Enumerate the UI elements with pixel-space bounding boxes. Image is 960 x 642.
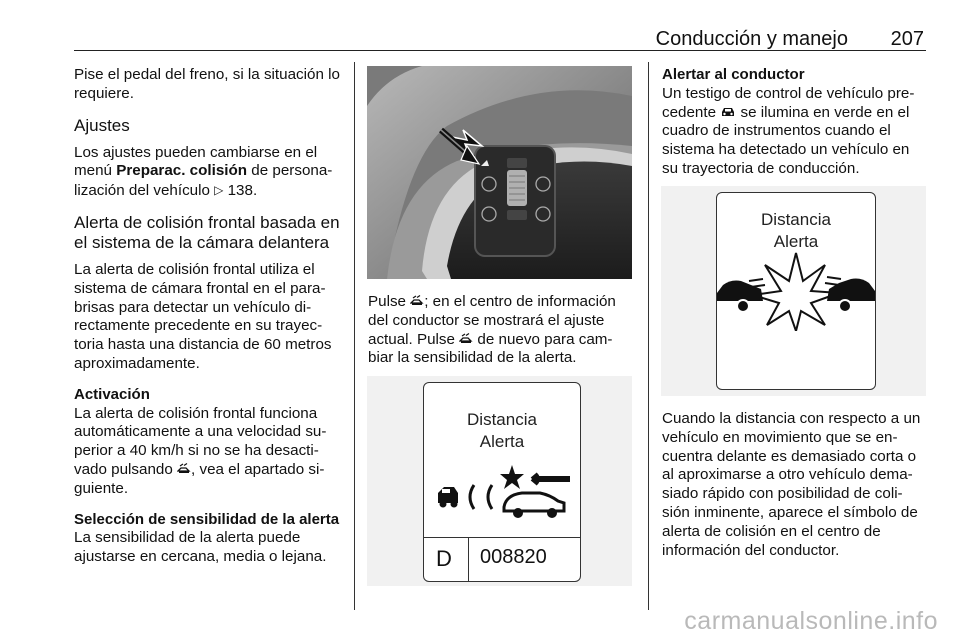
column-2-text	[368, 293, 634, 368]
ajustes-text-2: de persona-lización del vehículo	[74, 162, 333, 200]
pulse-text-1: Pulse	[368, 293, 411, 310]
alertar-heading: Alertar al conductor	[662, 66, 805, 83]
code-separator	[468, 538, 469, 581]
display-1-panel	[423, 382, 581, 582]
collision-alert-button-icon	[459, 333, 473, 345]
right-car-icon	[825, 277, 875, 312]
section-paragraph: La alerta de colisión frontal utiliza el sistema de cámara frontal en el para-brisas para detectar un vehículo di-rectamente precedente en su trayec-toria hasta una distancia de 60 metros aproximadamente.	[74, 260, 332, 372]
impact-burst-icon	[753, 253, 839, 331]
display-2-title-line2: Alerta	[773, 232, 819, 251]
left-car-icon	[717, 279, 765, 312]
steering-wheel-illustration	[367, 66, 632, 279]
page-reference: 138.	[223, 182, 258, 200]
code-number: 008820	[480, 546, 547, 568]
column-1	[74, 66, 342, 567]
display-2-panel	[716, 192, 876, 390]
column-divider-2	[648, 62, 649, 610]
page-header	[0, 0, 960, 56]
watermark: carmanualsonline.info	[684, 607, 938, 635]
collision-alert-button-icon	[410, 295, 424, 307]
column-divider-1	[354, 62, 355, 610]
seleccion-heading: Selección de sensibilidad de la alerta	[74, 510, 340, 528]
section-heading: Alerta de colisión frontal basada en el sistema de la cámara delantera	[74, 212, 340, 252]
ajustes-heading: Ajustes	[74, 115, 130, 135]
menu-name: Preparac. colisión	[116, 162, 248, 180]
header-rule	[74, 50, 926, 51]
star-icon	[500, 465, 524, 489]
column-3	[662, 66, 926, 179]
code-bar	[424, 537, 580, 581]
column-3-lower	[662, 410, 926, 560]
cuando-paragraph: Cuando la distancia con respecto a un vehículo en movimiento que se en-cuentra delante es demasiado corta o al aproximarse a otro vehículo dema-siado rápido con posibilidad de coli-sión inminente, aparece el símbolo de alerta de colisión en el centro de información del conductor.	[662, 410, 921, 559]
collision-sensitivity-graphic	[432, 463, 572, 519]
display-2-title-line1: Distancia	[761, 210, 831, 229]
code-letter: D	[436, 546, 452, 571]
pulse-text-2: ; en el centro de información del conductor se mostrará el ajuste actual. Pulse	[368, 293, 616, 348]
alertar-text-1: Un testigo de control de vehículo pre-cedente	[662, 84, 915, 121]
intro-paragraph: Pise el pedal del freno, si la situación lo requiere.	[74, 66, 340, 102]
pulse-text-3: de nuevo para cam-biar la sensibilidad de la alerta.	[368, 330, 613, 367]
seleccion-paragraph: La sensibilidad de la alerta puede ajustarse en cercana, media o lejana.	[74, 529, 327, 566]
alertar-paragraph	[662, 85, 926, 179]
display-1-title-line2: Alerta	[479, 432, 525, 451]
header-title: Conducción y manejo	[655, 28, 848, 50]
ajustes-paragraph	[74, 144, 342, 201]
activacion-paragraph	[74, 405, 342, 499]
steering-wheel-photo	[367, 66, 632, 279]
activacion-text-2: , vea el apartado si-guiente.	[74, 460, 325, 497]
activacion-text-1: La alerta de colisión frontal funciona automáticamente a una velocidad su-perior a 40 km/h si no se ha desacti-vado pulsando	[74, 404, 327, 478]
own-car-icon	[438, 487, 458, 508]
activacion-heading: Activación	[74, 385, 150, 403]
pulse-paragraph	[368, 293, 634, 368]
vehicle-ahead-icon	[504, 493, 564, 518]
collision-alert-button-icon	[177, 463, 191, 475]
page-reference-icon: ▷	[214, 183, 224, 198]
display-1-title-line1: Distancia	[467, 410, 537, 429]
vehicle-ahead-icon	[720, 106, 736, 118]
alertar-text-2: se ilumina en verde en el cuadro de instrumentos cuando el sistema ha detectado un vehículo en su trayectoria de conducción.	[662, 103, 910, 177]
ajustes-text-1: Los ajustes pueden cambiarse en el menú	[74, 143, 318, 180]
page-number: 207	[890, 28, 924, 50]
collision-alert-graphic	[717, 251, 875, 331]
